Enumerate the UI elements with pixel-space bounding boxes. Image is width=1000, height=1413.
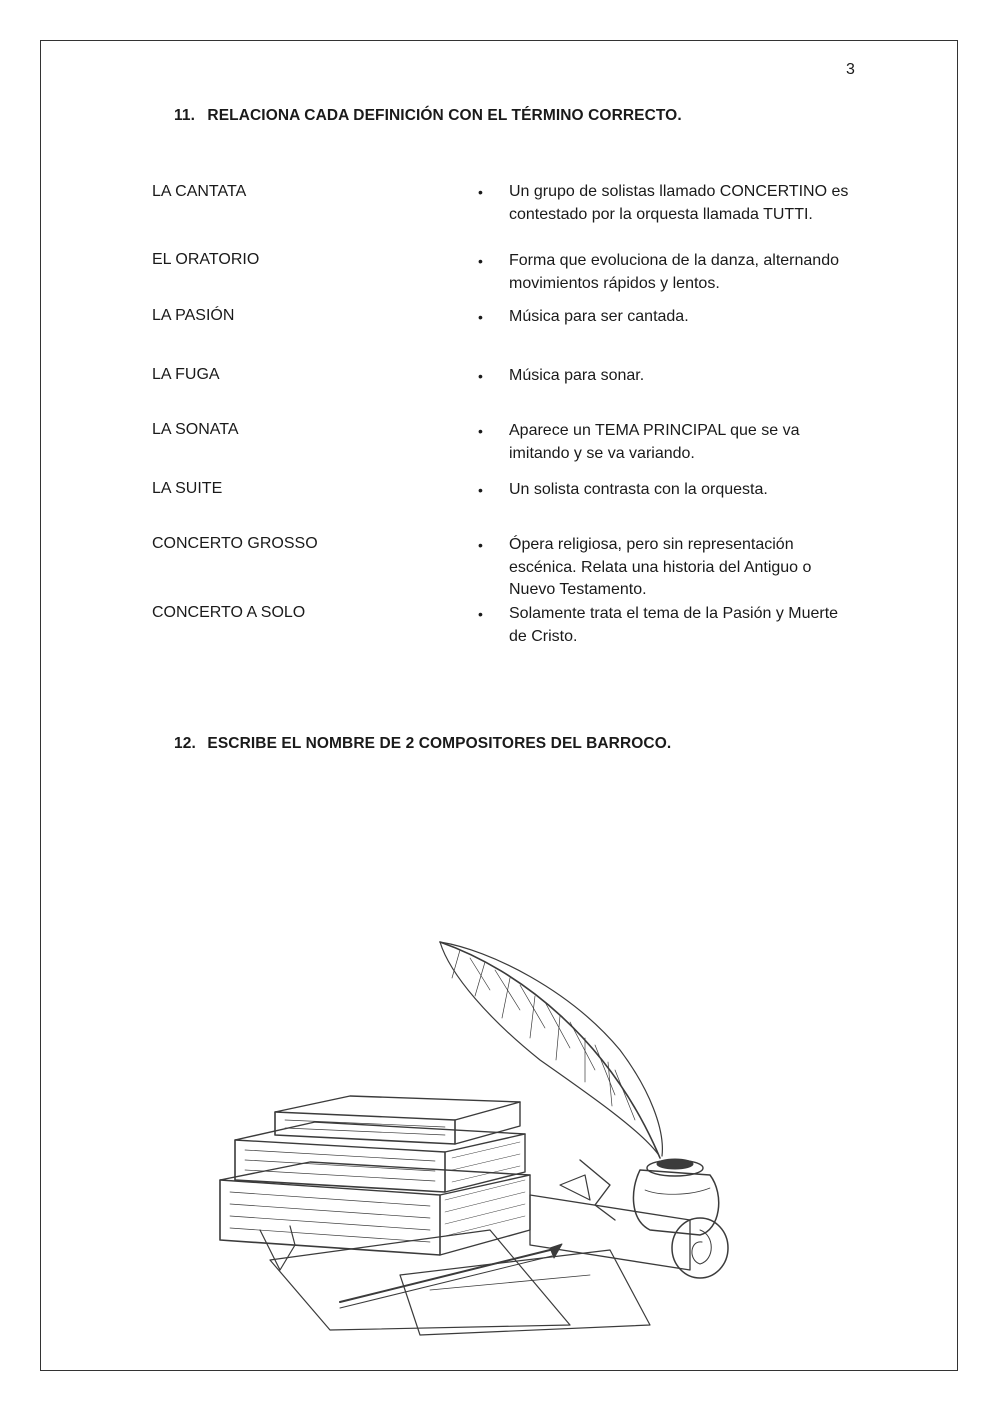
section-12-title: ESCRIBE EL NOMBRE DE 2 COMPOSITORES DEL BARROCO.	[207, 735, 672, 752]
bullet-icon: •	[478, 253, 483, 269]
scroll-sketch	[530, 1160, 728, 1278]
definition-item	[478, 534, 858, 602]
definition-text: Un solista contrasta con la orquesta.	[509, 481, 768, 498]
papers-sketch	[270, 1230, 650, 1335]
definition-item	[478, 306, 858, 329]
section-12-heading	[174, 735, 671, 753]
bullet-icon: •	[478, 309, 483, 325]
definition-item	[478, 365, 858, 388]
definition-text: Forma que evoluciona de la danza, alternando movimientos rápidos y lentos.	[509, 252, 839, 292]
term-item: LA PASIÓN	[152, 307, 235, 324]
inkwell-sketch	[633, 1159, 718, 1235]
bullet-icon: •	[478, 368, 483, 384]
bullet-icon: •	[478, 482, 483, 498]
bottom-book-sketch	[220, 1162, 530, 1270]
bullet-icon: •	[478, 423, 483, 439]
bullet-icon: •	[478, 537, 483, 553]
definition-text: Un grupo de solistas llamado CONCERTINO es contestado por la orquesta llamada TUTTI.	[509, 183, 849, 223]
definition-text: Música para sonar.	[509, 367, 645, 384]
definition-text: Música para ser cantada.	[509, 308, 689, 325]
section-12-number: 12.	[174, 735, 196, 752]
books-quill-illustration	[190, 930, 770, 1350]
term-item: CONCERTO GROSSO	[152, 535, 318, 552]
term-item: EL ORATORIO	[152, 251, 260, 268]
page-number: 3	[846, 61, 855, 78]
quill-feather-sketch	[440, 942, 662, 1158]
definition-item	[478, 250, 858, 295]
definition-item	[478, 420, 858, 465]
term-item: CONCERTO A SOLO	[152, 604, 306, 621]
bullet-icon: •	[478, 184, 483, 200]
definition-text: Aparece un TEMA PRINCIPAL que se va imitando y se va variando.	[509, 422, 800, 462]
definition-item	[478, 479, 858, 502]
definition-item	[478, 603, 858, 648]
definition-text: Ópera religiosa, pero sin representación escénica. Relata una historia del Antiguo o Nuevo Testamento.	[509, 536, 812, 598]
term-item: LA CANTATA	[152, 183, 247, 200]
section-11-heading	[174, 107, 682, 125]
definition-item	[478, 181, 858, 226]
top-book-sketch	[275, 1096, 520, 1144]
term-item: LA FUGA	[152, 366, 220, 383]
definition-text: Solamente trata el tema de la Pasión y Muerte de Cristo.	[509, 605, 839, 645]
section-11-number: 11.	[174, 107, 195, 124]
section-11-title: RELACIONA CADA DEFINICIÓN CON EL TÉRMINO CORRECTO.	[207, 107, 682, 124]
bullet-icon: •	[478, 606, 483, 622]
term-item: LA SUITE	[152, 480, 223, 497]
term-item: LA SONATA	[152, 421, 239, 438]
